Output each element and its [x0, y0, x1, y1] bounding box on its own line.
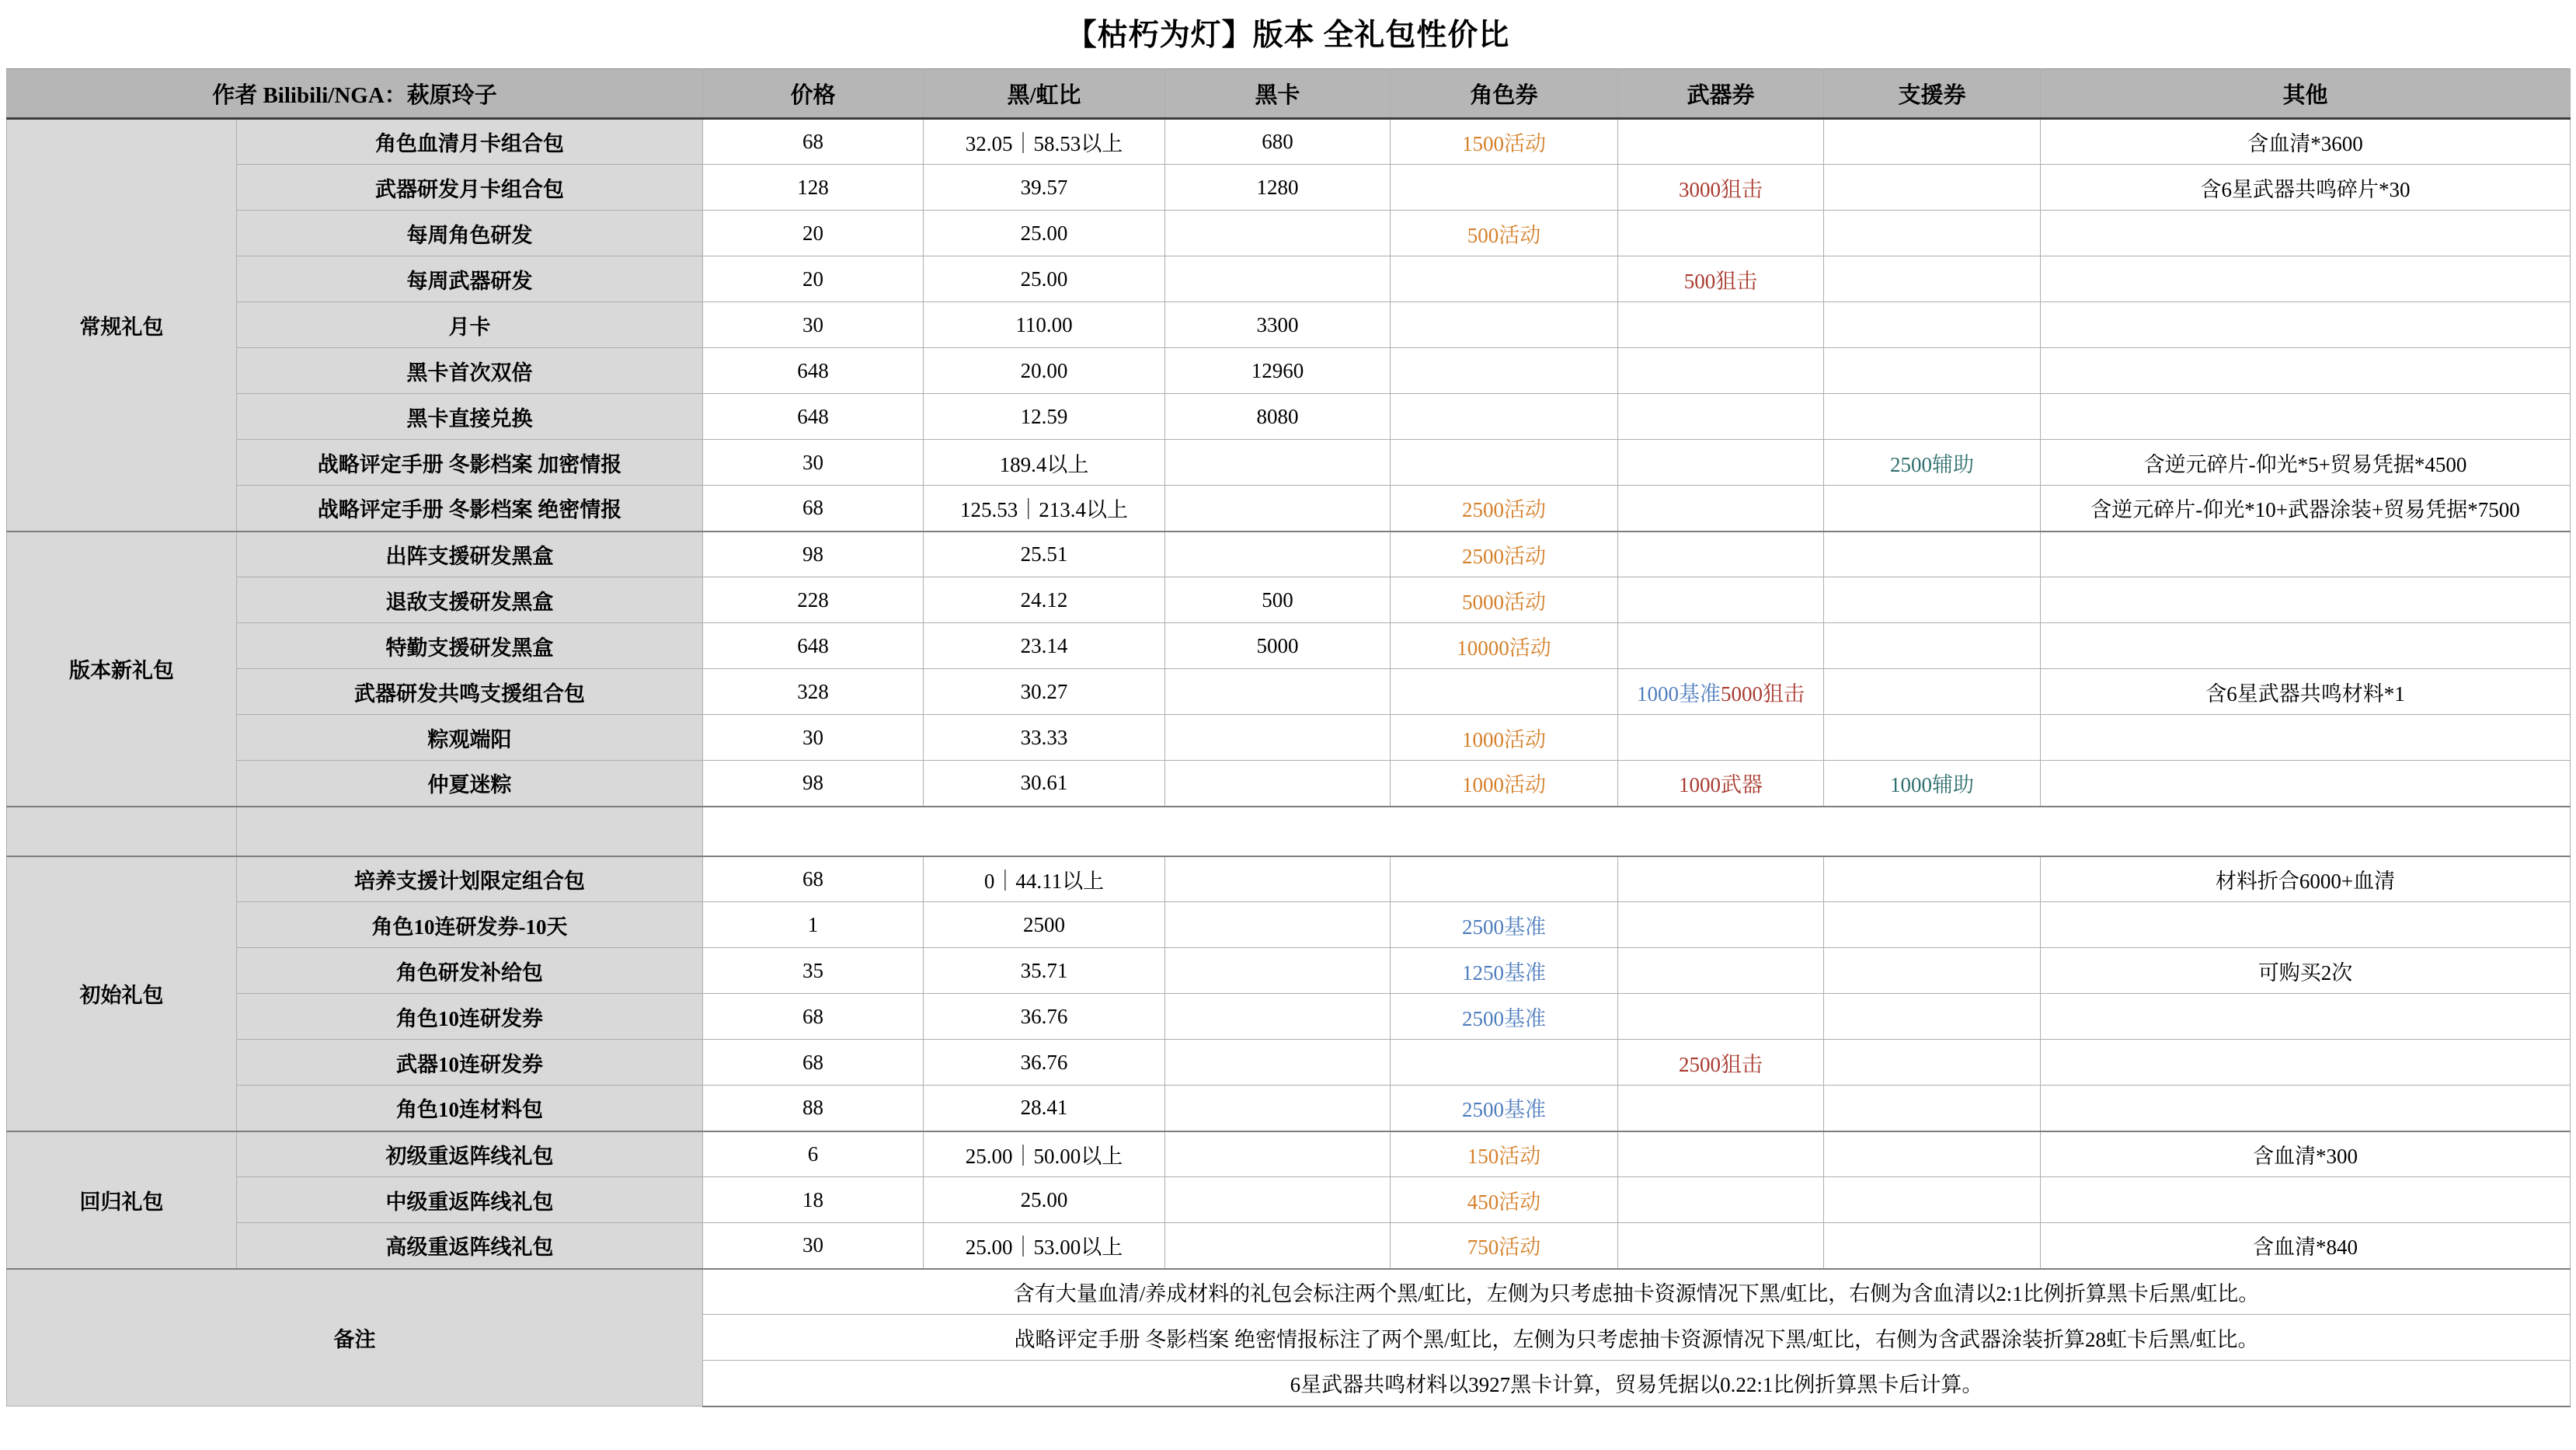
ticket-value: 2500基准: [1462, 1006, 1547, 1030]
gap-name-cell: [237, 807, 703, 856]
cell-pack-name: 中级重返阵线礼包: [237, 1177, 703, 1223]
cell-other: [2041, 1040, 2571, 1086]
table-row: [7, 532, 2571, 577]
cell-pack-name: 角色10连材料包: [237, 1086, 703, 1131]
table-row: [7, 394, 2571, 440]
cell-character-ticket: [1391, 1040, 1618, 1086]
cell-weapon-ticket: [1618, 256, 1824, 302]
cell-price: 68: [703, 119, 924, 165]
cell-black-rainbow-ratio: 25.00｜50.00以上: [924, 1131, 1165, 1177]
ticket-value: 3000狙击: [1679, 177, 1763, 201]
cell-pack-name: 出阵支援研发黑盒: [237, 532, 703, 577]
ticket-value: 1000辅助: [1890, 773, 1975, 797]
ticket-value: 5000活动: [1462, 590, 1547, 614]
note-row: [7, 1269, 2571, 1315]
cell-other: [2041, 577, 2571, 623]
cell-price: 30: [703, 302, 924, 348]
cell-character-ticket: [1391, 532, 1618, 577]
table-row: [7, 577, 2571, 623]
author-credit: 作者 Bilibili/NGA：萩原玲子: [7, 69, 703, 119]
cell-black-card: [1165, 211, 1391, 256]
cell-support-ticket: [1824, 856, 2041, 902]
cell-weapon-ticket: [1618, 1086, 1824, 1131]
cell-pack-name: 武器研发共鸣支援组合包: [237, 669, 703, 715]
cell-black-card: 1280: [1165, 165, 1391, 211]
col-header-weapon-ticket: 武器券: [1618, 69, 1824, 119]
cell-black-card: [1165, 1223, 1391, 1269]
cell-other: [2041, 1086, 2571, 1131]
cell-price: 30: [703, 1223, 924, 1269]
cell-support-ticket: [1824, 486, 2041, 532]
cell-weapon-ticket: [1618, 532, 1824, 577]
ticket-value: 2500活动: [1462, 544, 1547, 568]
cell-black-rainbow-ratio: 110.00: [924, 302, 1165, 348]
cell-price: 88: [703, 1086, 924, 1131]
cell-weapon-ticket: [1618, 440, 1824, 486]
cell-black-card: [1165, 440, 1391, 486]
cell-weapon-ticket: [1618, 902, 1824, 948]
cell-support-ticket: [1824, 1086, 2041, 1131]
cell-other: [2041, 256, 2571, 302]
cell-black-card: 3300: [1165, 302, 1391, 348]
section-label: 版本新礼包: [7, 532, 237, 807]
cell-support-ticket: [1824, 1223, 2041, 1269]
cell-price: 68: [703, 486, 924, 532]
cell-weapon-ticket: [1618, 623, 1824, 669]
ticket-value: 450活动: [1467, 1190, 1541, 1214]
cell-support-ticket: [1824, 994, 2041, 1040]
cell-black-rainbow-ratio: 33.33: [924, 715, 1165, 761]
cell-character-ticket: [1391, 761, 1618, 807]
cell-support-ticket: [1824, 761, 2041, 807]
cell-other: [2041, 623, 2571, 669]
table-row: [7, 761, 2571, 807]
cell-black-rainbow-ratio: 36.76: [924, 1040, 1165, 1086]
col-header-black-card: 黑卡: [1165, 69, 1391, 119]
cell-black-rainbow-ratio: 23.14: [924, 623, 1165, 669]
table-row: [7, 1177, 2571, 1223]
cell-black-card: [1165, 761, 1391, 807]
table-row: [7, 440, 2571, 486]
cell-pack-name: 武器10连研发券: [237, 1040, 703, 1086]
cell-price: 30: [703, 715, 924, 761]
ticket-value: 1250基准: [1462, 960, 1547, 985]
ticket-value: 1000活动: [1462, 727, 1547, 751]
cell-pack-name: 黑卡首次双倍: [237, 348, 703, 394]
cell-price: 68: [703, 994, 924, 1040]
cell-pack-name: 每周武器研发: [237, 256, 703, 302]
cell-character-ticket: [1391, 1223, 1618, 1269]
table-row: [7, 256, 2571, 302]
ticket-value: 1000活动: [1462, 773, 1547, 797]
cell-black-rainbow-ratio: 25.00｜53.00以上: [924, 1223, 1165, 1269]
cell-support-ticket: [1824, 348, 2041, 394]
packs-table-container: [0, 68, 2576, 1407]
cell-support-ticket: [1824, 165, 2041, 211]
cell-weapon-ticket: [1618, 1040, 1824, 1086]
cell-support-ticket: [1824, 577, 2041, 623]
cell-price: 30: [703, 440, 924, 486]
cell-price: 35: [703, 948, 924, 994]
cell-pack-name: 黑卡直接兑换: [237, 394, 703, 440]
cell-price: 98: [703, 761, 924, 807]
cell-black-rainbow-ratio: 20.00: [924, 348, 1165, 394]
section-label: 常规礼包: [7, 119, 237, 532]
cell-black-rainbow-ratio: 32.05｜58.53以上: [924, 119, 1165, 165]
col-header-character-ticket: 角色券: [1391, 69, 1618, 119]
cell-price: 648: [703, 348, 924, 394]
cell-black-card: 8080: [1165, 394, 1391, 440]
table-row: [7, 948, 2571, 994]
table-row: [7, 165, 2571, 211]
table-row: [7, 1086, 2571, 1131]
ticket-value: 2500狙击: [1679, 1052, 1763, 1076]
cell-support-ticket: [1824, 532, 2041, 577]
cell-weapon-ticket: [1618, 486, 1824, 532]
cell-other: 含血清*840: [2041, 1223, 2571, 1269]
cell-character-ticket: [1391, 577, 1618, 623]
table-row: [7, 1131, 2571, 1177]
cell-black-rainbow-ratio: 25.00: [924, 211, 1165, 256]
ticket-value: 10000活动: [1457, 636, 1551, 660]
table-row: [7, 623, 2571, 669]
section-label: 回归礼包: [7, 1131, 237, 1269]
cell-support-ticket: [1824, 715, 2041, 761]
ticket-value: 500活动: [1467, 223, 1541, 247]
packs-table: [6, 68, 2571, 1407]
cell-character-ticket: [1391, 1131, 1618, 1177]
cell-weapon-ticket: [1618, 211, 1824, 256]
cell-black-card: [1165, 669, 1391, 715]
cell-price: 68: [703, 856, 924, 902]
cell-other: 含血清*3600: [2041, 119, 2571, 165]
table-row: [7, 715, 2571, 761]
cell-price: 20: [703, 211, 924, 256]
cell-weapon-ticket: [1618, 669, 1824, 715]
cell-support-ticket: [1824, 948, 2041, 994]
cell-black-card: 5000: [1165, 623, 1391, 669]
cell-black-card: [1165, 486, 1391, 532]
cell-black-rainbow-ratio: 25.00: [924, 256, 1165, 302]
cell-other: [2041, 532, 2571, 577]
cell-other: 含逆元碎片-仰光*5+贸易凭据*4500: [2041, 440, 2571, 486]
cell-other: [2041, 394, 2571, 440]
cell-weapon-ticket: [1618, 1223, 1824, 1269]
cell-weapon-ticket: [1618, 948, 1824, 994]
cell-weapon-ticket: [1618, 761, 1824, 807]
cell-pack-name: 战略评定手册 冬影档案 加密情报: [237, 440, 703, 486]
cell-character-ticket: [1391, 211, 1618, 256]
cell-other: [2041, 761, 2571, 807]
cell-black-card: [1165, 902, 1391, 948]
table-row: [7, 211, 2571, 256]
cell-weapon-ticket: [1618, 1177, 1824, 1223]
ticket-value: 2500基准: [1462, 1098, 1547, 1122]
cell-pack-name: 月卡: [237, 302, 703, 348]
table-row: [7, 348, 2571, 394]
cell-pack-name: 角色血清月卡组合包: [237, 119, 703, 165]
cell-other: [2041, 211, 2571, 256]
cell-support-ticket: [1824, 623, 2041, 669]
cell-black-card: 500: [1165, 577, 1391, 623]
cell-character-ticket: [1391, 1086, 1618, 1131]
cell-weapon-ticket: [1618, 1131, 1824, 1177]
notes-label: 备注: [7, 1269, 703, 1406]
cell-black-rainbow-ratio: 189.4以上: [924, 440, 1165, 486]
section-label: 初始礼包: [7, 856, 237, 1131]
cell-character-ticket: [1391, 394, 1618, 440]
cell-support-ticket: [1824, 1177, 2041, 1223]
cell-pack-name: 角色10连研发券-10天: [237, 902, 703, 948]
table-row: [7, 1223, 2571, 1269]
cell-black-card: [1165, 532, 1391, 577]
cell-other: [2041, 348, 2571, 394]
cell-pack-name: 培养支援计划限定组合包: [237, 856, 703, 902]
cell-weapon-ticket: [1618, 302, 1824, 348]
gap-category-cell: [7, 807, 237, 856]
cell-pack-name: 角色10连研发券: [237, 994, 703, 1040]
cell-black-card: [1165, 1086, 1391, 1131]
cell-pack-name: 特勤支援研发黑盒: [237, 623, 703, 669]
cell-support-ticket: [1824, 211, 2041, 256]
cell-other: 材料折合6000+血清: [2041, 856, 2571, 902]
cell-weapon-ticket: [1618, 715, 1824, 761]
cell-character-ticket: [1391, 165, 1618, 211]
cell-character-ticket: [1391, 486, 1618, 532]
note-line: 6星武器共鸣材料以3927黑卡计算，贸易凭据以0.22:1比例折算黑卡后计算。: [703, 1361, 2571, 1406]
cell-character-ticket: [1391, 856, 1618, 902]
cell-character-ticket: [1391, 994, 1618, 1040]
table-row: [7, 486, 2571, 532]
cell-other: 含6星武器共鸣碎片*30: [2041, 165, 2571, 211]
col-header-other: 其他: [2041, 69, 2571, 119]
cell-character-ticket: [1391, 119, 1618, 165]
cell-character-ticket: [1391, 623, 1618, 669]
ticket-value: 2500基准: [1462, 915, 1547, 939]
ticket-value: 1000基准: [1637, 681, 1721, 706]
cell-other: 含6星武器共鸣材料*1: [2041, 669, 2571, 715]
col-header-support-ticket: 支援券: [1824, 69, 2041, 119]
cell-black-rainbow-ratio: 36.76: [924, 994, 1165, 1040]
cell-other: [2041, 715, 2571, 761]
cell-price: 128: [703, 165, 924, 211]
cell-black-rainbow-ratio: 0｜44.11以上: [924, 856, 1165, 902]
cell-support-ticket: [1824, 902, 2041, 948]
table-row: [7, 902, 2571, 948]
note-line: 含有大量血清/养成材料的礼包会标注两个黑/虹比，左侧为只考虑抽卡资源情况下黑/虹比，右侧为含血清以2:1比例折算黑卡后黑/虹比。: [703, 1269, 2571, 1315]
cell-price: 20: [703, 256, 924, 302]
table-row: [7, 302, 2571, 348]
ticket-value: 2500活动: [1462, 498, 1547, 522]
cell-pack-name: 角色研发补给包: [237, 948, 703, 994]
cell-weapon-ticket: [1618, 577, 1824, 623]
table-row: [7, 856, 2571, 902]
cell-other: [2041, 994, 2571, 1040]
cell-price: 648: [703, 623, 924, 669]
cell-pack-name: 武器研发月卡组合包: [237, 165, 703, 211]
ticket-value: 150活动: [1467, 1144, 1541, 1168]
cell-support-ticket: [1824, 119, 2041, 165]
cell-character-ticket: [1391, 669, 1618, 715]
cell-support-ticket: [1824, 440, 2041, 486]
table-row: [7, 669, 2571, 715]
cell-character-ticket: [1391, 302, 1618, 348]
cell-black-rainbow-ratio: 24.12: [924, 577, 1165, 623]
table-row: [7, 994, 2571, 1040]
cell-black-card: [1165, 715, 1391, 761]
cell-character-ticket: [1391, 948, 1618, 994]
cell-support-ticket: [1824, 394, 2041, 440]
gap-row: [7, 807, 2571, 856]
cell-black-rainbow-ratio: 35.71: [924, 948, 1165, 994]
cell-character-ticket: [1391, 902, 1618, 948]
cell-other: 含血清*300: [2041, 1131, 2571, 1177]
cell-pack-name: 粽观端阳: [237, 715, 703, 761]
cell-pack-name: 每周角色研发: [237, 211, 703, 256]
ticket-value: 1000武器: [1679, 773, 1763, 797]
ticket-value: 750活动: [1467, 1236, 1541, 1260]
gap-spacer-cell: [703, 807, 2571, 856]
cell-black-card: [1165, 1040, 1391, 1086]
page-title: 【枯朽为灯】版本 全礼包性价比: [1066, 19, 1510, 52]
cell-pack-name: 退敌支援研发黑盒: [237, 577, 703, 623]
cell-black-card: [1165, 856, 1391, 902]
cell-character-ticket: [1391, 256, 1618, 302]
cell-support-ticket: [1824, 669, 2041, 715]
cell-weapon-ticket: [1618, 856, 1824, 902]
table-row: [7, 119, 2571, 165]
cell-black-card: 680: [1165, 119, 1391, 165]
cell-black-rainbow-ratio: 25.00: [924, 1177, 1165, 1223]
cell-other: 含逆元碎片-仰光*10+武器涂装+贸易凭据*7500: [2041, 486, 2571, 532]
cell-character-ticket: [1391, 440, 1618, 486]
cell-black-rainbow-ratio: 12.59: [924, 394, 1165, 440]
ticket-value: 500狙击: [1683, 269, 1758, 293]
cell-pack-name: 仲夏迷粽: [237, 761, 703, 807]
cell-black-card: [1165, 256, 1391, 302]
cell-pack-name: 初级重返阵线礼包: [237, 1131, 703, 1177]
cell-price: 328: [703, 669, 924, 715]
table-row: [7, 1040, 2571, 1086]
cell-black-rainbow-ratio: 28.41: [924, 1086, 1165, 1131]
cell-black-rainbow-ratio: 30.61: [924, 761, 1165, 807]
col-header-price: 价格: [703, 69, 924, 119]
cell-weapon-ticket: [1618, 165, 1824, 211]
cell-other: 可购买2次: [2041, 948, 2571, 994]
note-line: 战略评定手册 冬影档案 绝密情报标注了两个黑/虹比，左侧为只考虑抽卡资源情况下黑/虹比，右侧为含武器涂装折算28虹卡后黑/虹比。: [703, 1315, 2571, 1361]
col-header-black-rainbow-ratio: 黑/虹比: [924, 69, 1165, 119]
cell-black-rainbow-ratio: 39.57: [924, 165, 1165, 211]
ticket-value: 1500活动: [1462, 132, 1547, 155]
cell-support-ticket: [1824, 1040, 2041, 1086]
ticket-value: 2500辅助: [1890, 452, 1975, 476]
cell-price: 1: [703, 902, 924, 948]
cell-price: 228: [703, 577, 924, 623]
cell-black-card: [1165, 994, 1391, 1040]
cell-support-ticket: [1824, 1131, 2041, 1177]
cell-weapon-ticket: [1618, 119, 1824, 165]
cell-character-ticket: [1391, 348, 1618, 394]
cell-price: 6: [703, 1131, 924, 1177]
cell-pack-name: 战略评定手册 冬影档案 绝密情报: [237, 486, 703, 532]
cell-black-card: 12960: [1165, 348, 1391, 394]
cell-black-card: [1165, 948, 1391, 994]
cell-black-rainbow-ratio: 125.53｜213.4以上: [924, 486, 1165, 532]
cell-weapon-ticket: [1618, 394, 1824, 440]
cell-black-card: [1165, 1177, 1391, 1223]
cell-price: 68: [703, 1040, 924, 1086]
cell-other: [2041, 302, 2571, 348]
ticket-value: 5000狙击: [1721, 681, 1805, 706]
cell-character-ticket: [1391, 1177, 1618, 1223]
cell-weapon-ticket: [1618, 348, 1824, 394]
cell-weapon-ticket: [1618, 994, 1824, 1040]
cell-black-rainbow-ratio: 2500: [924, 902, 1165, 948]
cell-other: [2041, 902, 2571, 948]
cell-support-ticket: [1824, 302, 2041, 348]
cell-black-card: [1165, 1131, 1391, 1177]
cell-pack-name: 高级重返阵线礼包: [237, 1223, 703, 1269]
cell-price: 18: [703, 1177, 924, 1223]
header-row: [7, 69, 2571, 119]
cell-support-ticket: [1824, 256, 2041, 302]
cell-price: 648: [703, 394, 924, 440]
cell-character-ticket: [1391, 715, 1618, 761]
cell-other: [2041, 1177, 2571, 1223]
cell-black-rainbow-ratio: 30.27: [924, 669, 1165, 715]
cell-black-rainbow-ratio: 25.51: [924, 532, 1165, 577]
cell-price: 98: [703, 532, 924, 577]
